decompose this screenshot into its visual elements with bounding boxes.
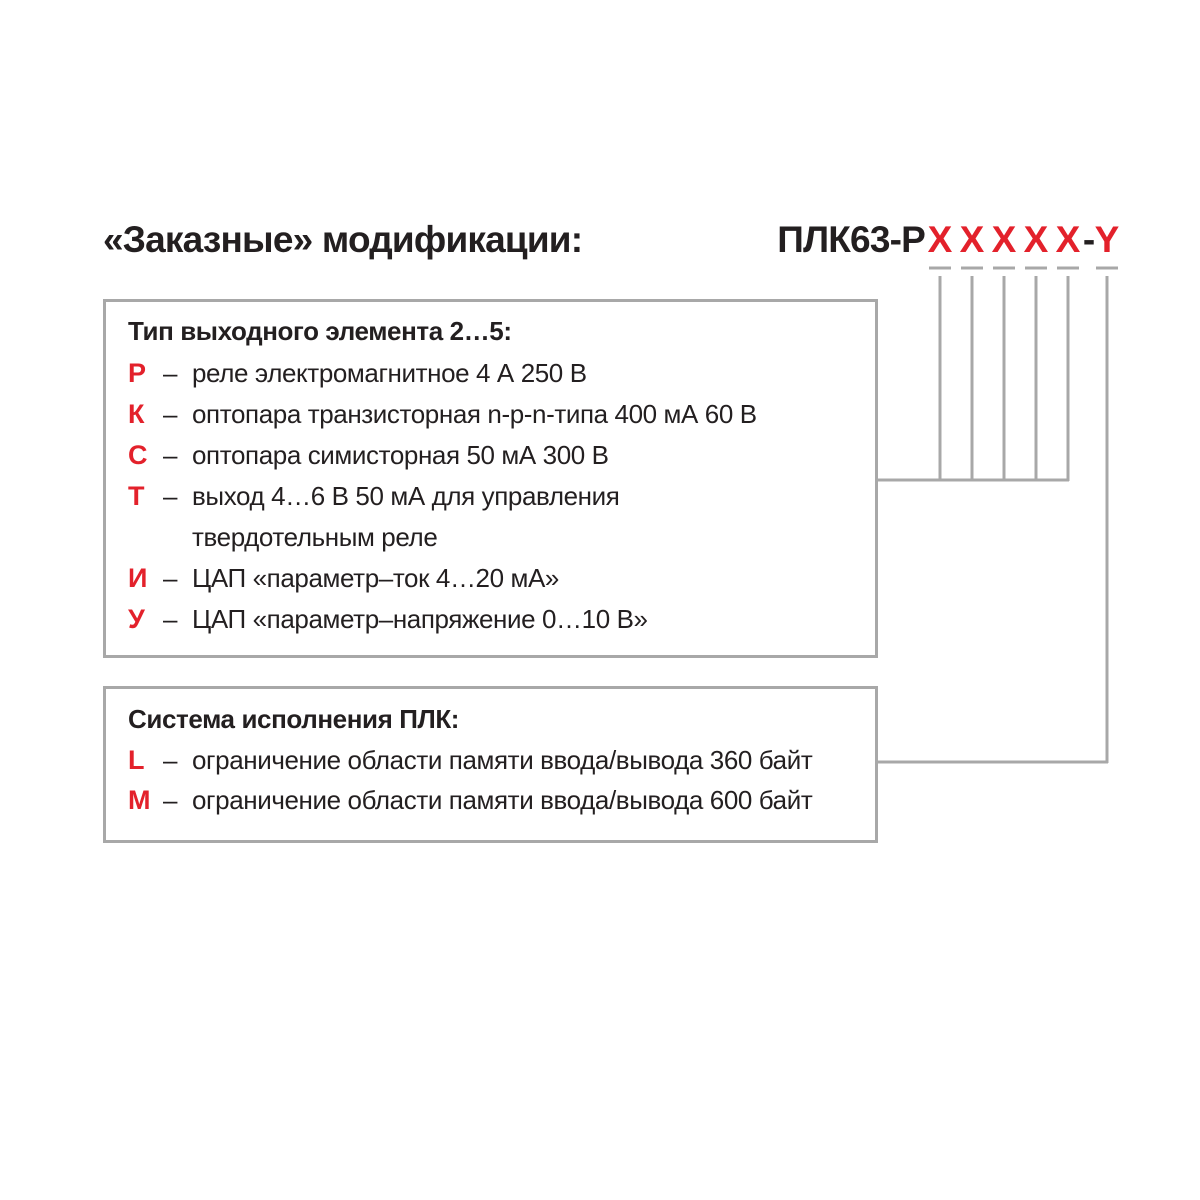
system-dash: – bbox=[163, 745, 178, 775]
code-slot-2: X bbox=[959, 219, 985, 260]
output-desc-k: оптопара транзисторная n-p-n-типа 400 мА 60 В bbox=[192, 399, 757, 429]
output-code-t: Т bbox=[128, 481, 145, 511]
output-desc-r: реле электромагнитное 4 А 250 В bbox=[192, 358, 587, 388]
output-desc-t: выход 4…6 В 50 мА для управления bbox=[192, 481, 620, 511]
system-desc-m: ограничение области памяти ввода/вывода 600 байт bbox=[192, 785, 813, 815]
output-dash: – bbox=[163, 481, 178, 511]
output-code-i: И bbox=[128, 563, 148, 593]
output-dash: – bbox=[163, 440, 178, 470]
output-desc-s: оптопара симисторная 50 мА 300 В bbox=[192, 440, 609, 470]
system-code-l: L bbox=[128, 745, 145, 775]
output-dash: – bbox=[163, 604, 178, 634]
output-dash: – bbox=[163, 399, 178, 429]
system-desc-l: ограничение области памяти ввода/вывода 360 байт bbox=[192, 745, 813, 775]
system-code-m: M bbox=[128, 785, 151, 815]
output-dash: – bbox=[163, 358, 178, 388]
output-code-u: У bbox=[128, 604, 145, 634]
code-slot-1: X bbox=[927, 219, 953, 260]
page-title: «Заказные» модификации: bbox=[103, 219, 583, 260]
system-heading: Система исполнения ПЛК: bbox=[128, 704, 460, 734]
output-type-heading: Тип выходного элемента 2…5: bbox=[128, 316, 512, 346]
output-code-s: С bbox=[128, 440, 148, 470]
code-slot-4: X bbox=[1023, 219, 1049, 260]
system-dash: – bbox=[163, 785, 178, 815]
output-desc-u: ЦАП «параметр–напряжение 0…10 В» bbox=[192, 604, 648, 634]
output-code-r: Р bbox=[128, 358, 147, 388]
output-desc-i: ЦАП «параметр–ток 4…20 мА» bbox=[192, 563, 559, 593]
code-slot-5: X bbox=[1055, 219, 1081, 260]
output-code-k: К bbox=[128, 399, 145, 429]
code-separator: - bbox=[1082, 219, 1096, 260]
code-suffix: Y bbox=[1094, 219, 1120, 260]
output-dash: – bbox=[163, 563, 178, 593]
code-slot-3: X bbox=[991, 219, 1017, 260]
output-desc-t-continuation: твердотельным реле bbox=[192, 522, 438, 552]
code-prefix: ПЛК63-Р bbox=[777, 219, 925, 260]
